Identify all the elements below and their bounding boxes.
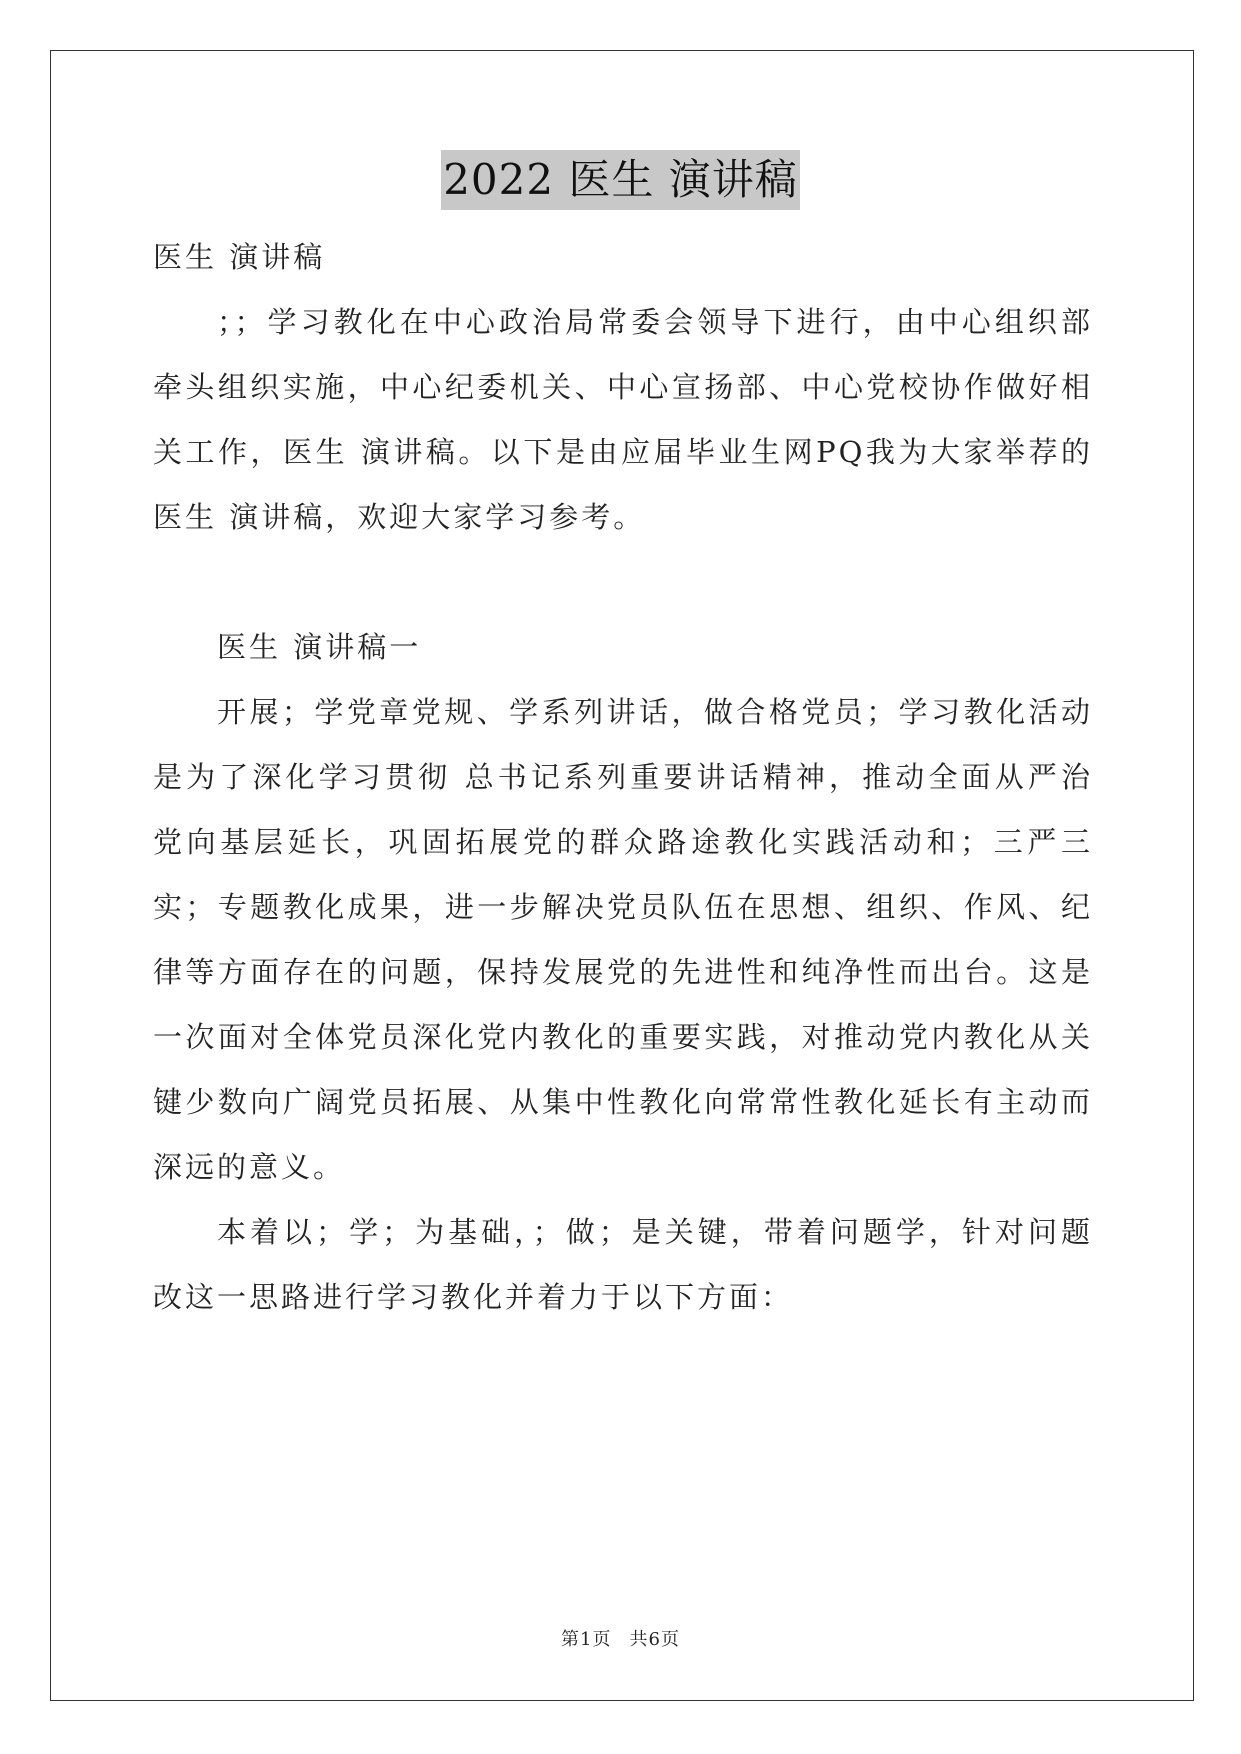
document-subtitle: 医生 演讲稿 [153, 240, 326, 274]
document-title: 2022 医生 演讲稿 [441, 150, 800, 210]
page-total: 共6页 [629, 1629, 680, 1650]
title-wrap [0, 150, 1241, 210]
intro-paragraph: ；；学习教化在中心政治局常委会领导下进行，由中心组织部牵头组织实施，中心纪委机关、中心宣扬部、中心党校协作做好相关工作，医生 演讲稿。以下是由应届毕业生网PQ我为大家举荐的医生 演讲稿，欢迎大家学习参考。 [153, 305, 1093, 534]
page-number: 第1页 [561, 1629, 612, 1650]
page-footer [0, 1625, 1241, 1651]
section-paragraph-2: 本着以；学；为基础，；做；是关键，带着问题学，针对问题改这一思路进行学习教化并着力于以下方面： [153, 1215, 1093, 1314]
section-paragraph-1: 开展；学党章党规、学系列讲话，做合格党员；学习教化活动是为了深化学习贯彻 总书记系列重要讲话精神，推动全面从严治党向基层延长，巩固拓展党的群众路途教化实践活动和；三严三实；专题教化成果，进一步解决党员队伍在思想、组织、作风、纪律等方面存在的问题，保持发展党的先进性和纯净性而出台。这是一次面对全体党员深化党内教化的重要实践，对推动党内教化从关键少数向广阔党员拓展、从集中性教化向常常性教化延长有主动而深远的意义。 [153, 695, 1093, 1184]
document-body [153, 225, 1093, 1330]
paragraph-gap [153, 550, 1093, 615]
section-heading: 医生 演讲稿一 [217, 630, 422, 664]
